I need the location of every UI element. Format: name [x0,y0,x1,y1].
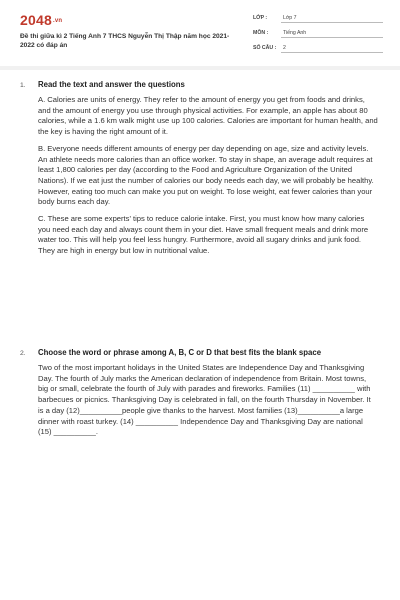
question-number: 2. [20,350,26,357]
page-header [0,0,400,64]
logo-suffix: .vn [52,18,63,25]
logo-text: 2048 [20,12,52,28]
question-1 [20,80,380,257]
cloze-passage: Two of the most important holidays in the United States are Independence Day and Thanksgiving Day. The fourth of July marks the American declaration of independence from Britain. Most towns, big or small, celebrate the fourth of July with parades and fireworks. Families (11) __________ with barbecues or picnics. Thanksgiving Day is celebrated in fall, on the fourth Thursday in November. It is a day (12)__________people give thanks to the harvest. Most families (13)__________a large dinner with roast turkey. (14) __________ Independence Day and Thanksgiving Day are national (15) __________. [38,363,371,437]
question-number: 1. [20,82,26,89]
meta-question-count [253,42,383,55]
meta-class [253,12,383,25]
passage-paragraph-a: A. Calories are units of energy. They refer to the amount of energy you get from foods and drinks, and the amount of energy you use through physical activities. For example, an apple has about 80 calories, while a 1.6 km walk might use up 100 calories. Calories are important for human health, and the key is having the right amount of it. [38,95,378,137]
meta-class-label: LỚP : [253,15,268,21]
question-title: Choose the word or phrase among A, B, C or D that best fits the blank space [38,348,322,357]
passage-paragraph-c: C. These are some experts' tips to reduce calorie intake. First, you must know how many calories you need each day and always count them in your diet. Have small frequent meals and drink more water too. This will help you feel less hungry. Furthermore, avoid all sugary drinks and junk food. They are high in energy but low in nutritional value. [38,214,369,256]
header-divider [0,66,400,70]
meta-count-label: SỐ CÂU : [253,45,277,51]
question-2 [20,348,380,438]
meta-subject-value: Tiếng Anh [283,30,307,36]
meta-count-value: 2 [283,45,286,51]
meta-underline [281,52,383,53]
question-title: Read the text and answer the questions [38,80,185,89]
question-header [20,348,380,357]
exam-meta [253,12,383,57]
meta-subject [253,27,383,40]
meta-underline [281,37,383,38]
passage-paragraph-b: B. Everyone needs different amounts of energy per day depending on age, size and activity levels. An athlete needs more calories than an office worker. To stay in shape, an average adult requires at least 1,800 calories per day (according to the Food and Agriculture Organization of the United Nations). If we eat just the number of calories our body needs each day, we will probably be healthy. However, eating too much can make you put on weight. To lose weight, eat fewer calories than your body burns each day. [38,143,374,207]
meta-underline [281,22,383,23]
meta-subject-label: MÔN : [253,30,269,36]
document-title: Đề thi giữa kì 2 Tiếng Anh 7 THCS Nguyễn Thị Thập năm học 2021-2022 có đáp án [20,33,230,49]
meta-class-value: Lớp 7 [283,15,297,21]
site-logo[interactable] [20,12,62,28]
question-header [20,80,380,89]
